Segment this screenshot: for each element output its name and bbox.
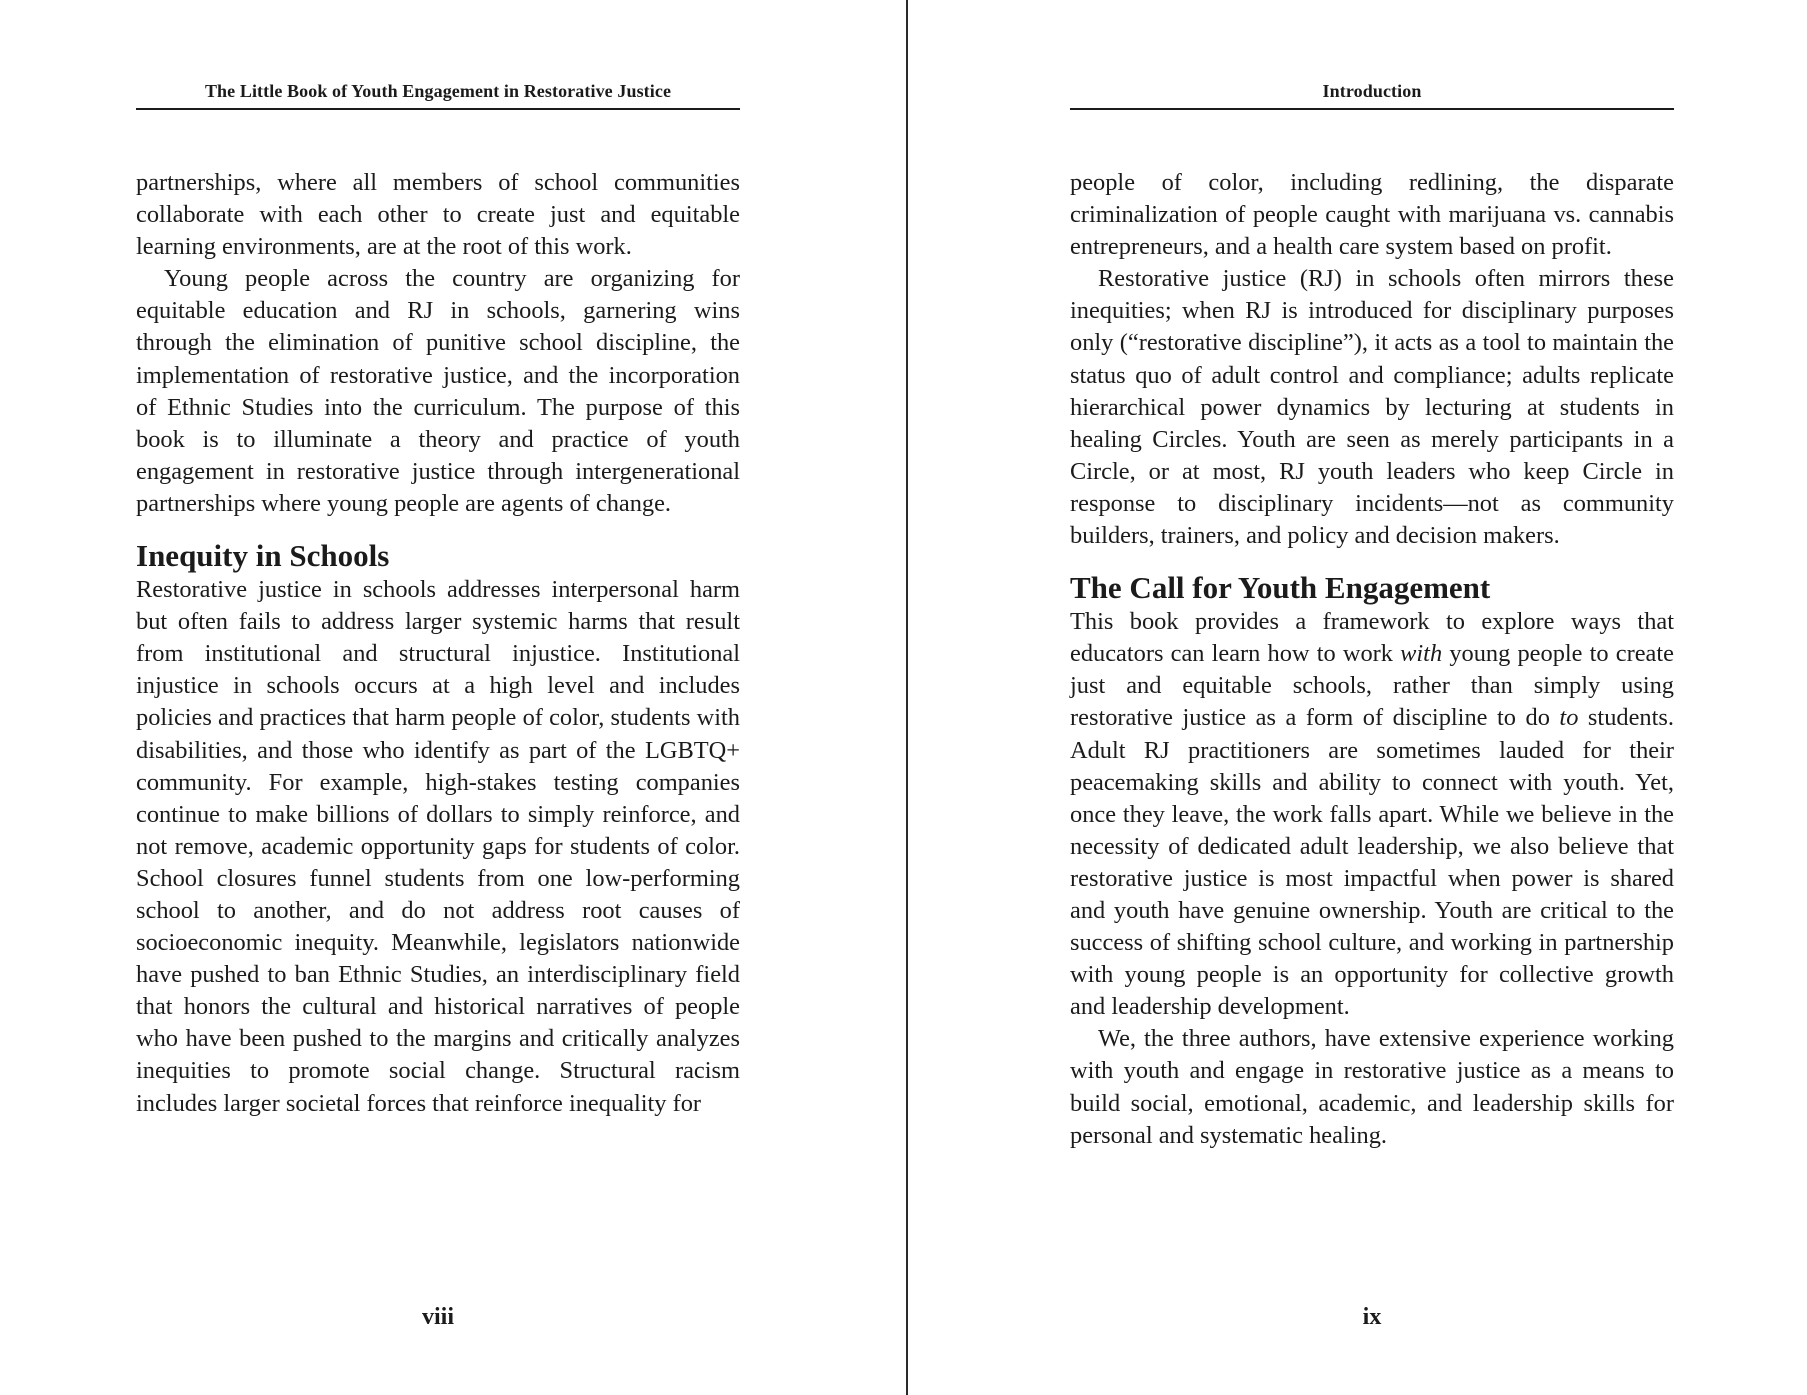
right-page-body	[1070, 167, 1674, 1152]
emphasis-with: with	[1400, 640, 1443, 668]
page-number-right: ix	[1362, 1304, 1382, 1330]
gutter-divider	[906, 0, 908, 1395]
body-paragraph: Restorative justice in schools addresses interpersonal harm but often fails to address larger systemic harms that result from institutional and structural injustice. Institutional injustice in schools occurs at a high level and includes policies and practices that harm people of color, students with disabilities, and those who identify as part of the LGBTQ+ community. For example, high-stakes testing companies continue to make billions of dollars to simply reinforce, and not remove, academic opportunity gaps for students of color. School closures funnel students from one low-performing school to another, and do not address root causes of socioeconomic inequity. Meanwhile, legislators nationwide have pushed to ban Ethnic Studies, an interdisciplinary field that honors the cultural and historical narratives of people who have been pushed to the margins and critically analyzes inequities to promote social change. Structural racism includes larger societal forces that reinforce inequality for	[136, 576, 740, 1117]
right-page	[1070, 0, 1674, 1395]
body-paragraph-call	[1070, 606, 1674, 1023]
section-heading-inequity: Inequity in Schools	[136, 538, 390, 574]
text-run: This book provides a framework to explore ways that educators can learn how to work	[1070, 608, 1674, 668]
left-page-body	[136, 167, 740, 1120]
body-paragraph: Restorative justice (RJ) in schools often mirrors these inequities; when RJ is introduced for disciplinary purposes only (“restorative discipline”), it acts as a tool to maintain the status quo of adult control and compliance; adults replicate hierarchical power dynamics by lecturing at students in healing Circles. Youth are seen as merely participants in a Circle, or at most, RJ youth leaders who keep Circle in response to disciplinary incidents—not as community builders, trainers, and policy and decision makers.	[1070, 265, 1674, 550]
body-paragraph: We, the three authors, have extensive experience working with youth and engage in restorative justice as a means to build social, emotional, academic, and leadership skills for personal and systematic healing.	[1070, 1025, 1674, 1149]
body-paragraph: Young people across the country are organizing for equitable education and RJ in schools, garnering wins through the elimination of punitive school discipline, the implementation of restorative justice, and the incorporation of Ethnic Studies into the curriculum. The purpose of this book is to illuminate a theory and practice of youth engagement in restorative justice through intergenerational partnerships where young people are agents of change.	[136, 265, 740, 517]
body-paragraph: people of color, including redlining, the disparate criminalization of people caught with marijuana vs. cannabis entrepreneurs, and a health care system based on profit.	[1070, 169, 1674, 261]
running-head-left: The Little Book of Youth Engagement in Restorative Justice	[136, 80, 740, 110]
text-run: students. Adult RJ practitioners are sometimes lauded for their peacemaking skills and ability to connect with youth. Yet, once they leave, the work falls apart. While we believe in the necessity of dedicated adult leadership, we also believe that restorative justice is most impactful when power is shared and youth have genuine ownership. Youth are critical to the success of shifting school culture, and working in partnership with young people is an opportunity for collective growth and leadership development.	[1070, 704, 1674, 1021]
left-page	[136, 0, 740, 1395]
body-paragraph: partnerships, where all members of school communities collaborate with each other to create just and equitable learning environments, are at the root of this work.	[136, 169, 740, 261]
text-run: young people to create just and equitable schools, rather than simply using restorative justice as a form of discipline to do	[1070, 640, 1674, 732]
emphasis-to: to	[1559, 704, 1579, 732]
running-head-right: Introduction	[1070, 80, 1674, 110]
section-heading-call: The Call for Youth Engagement	[1070, 570, 1491, 606]
page-number-left: viii	[421, 1304, 454, 1330]
